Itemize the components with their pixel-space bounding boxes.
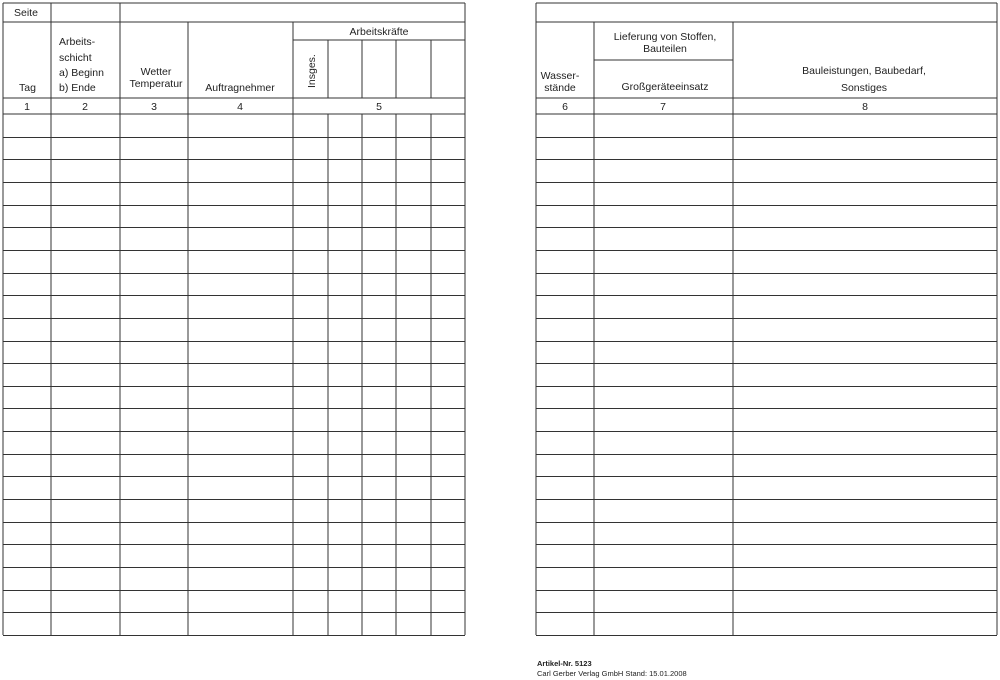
header-schicht-3: a) Beginn [59, 67, 104, 79]
right-sheet [536, 3, 997, 636]
column-number-3: 3 [151, 101, 157, 113]
column-number-7: 7 [660, 101, 666, 113]
header-wetter-1: Wetter [140, 66, 172, 78]
header-schicht-4: b) Ende [59, 82, 96, 94]
header-wetter-2: Temperatur [129, 78, 183, 90]
seite-label: Seite [14, 7, 38, 19]
header-schicht-2: schicht [59, 52, 92, 64]
right-entry-rows[interactable] [536, 138, 997, 636]
header-schicht-1: Arbeits- [59, 36, 96, 48]
header-wasser-2: stände [544, 82, 576, 94]
column-number-6: 6 [562, 101, 568, 113]
header-lieferung-1: Lieferung von Stoffen, [613, 31, 717, 43]
publisher-line: Carl Gerber Verlag GmbH Stand: 15.01.2008 [537, 669, 687, 678]
column-number-5: 5 [376, 101, 382, 113]
header-bau-1: Bauleistungen, Baubedarf, [802, 65, 926, 77]
article-number: Artikel-Nr. 5123 [537, 659, 592, 668]
column-number-2: 2 [82, 101, 88, 113]
header-bau-2: Sonstiges [840, 82, 888, 94]
left-sheet [3, 3, 465, 636]
header-wasser-1: Wasser- [540, 70, 580, 82]
seite-number-field[interactable] [52, 4, 119, 21]
footer [537, 659, 687, 679]
header-insges: Insges. [306, 54, 318, 88]
header-tag: Tag [19, 82, 36, 94]
header-auftragnehmer: Auftragnehmer [205, 82, 275, 94]
header-arbeitskraefte: Arbeitskräfte [349, 26, 409, 38]
header-lieferung-2: Bauteilen [643, 43, 687, 55]
column-number-1: 1 [24, 101, 30, 113]
column-number-8: 8 [862, 101, 868, 113]
header-geraete: Großgeräteeinsatz [621, 81, 709, 93]
column-number-4: 4 [237, 101, 243, 113]
